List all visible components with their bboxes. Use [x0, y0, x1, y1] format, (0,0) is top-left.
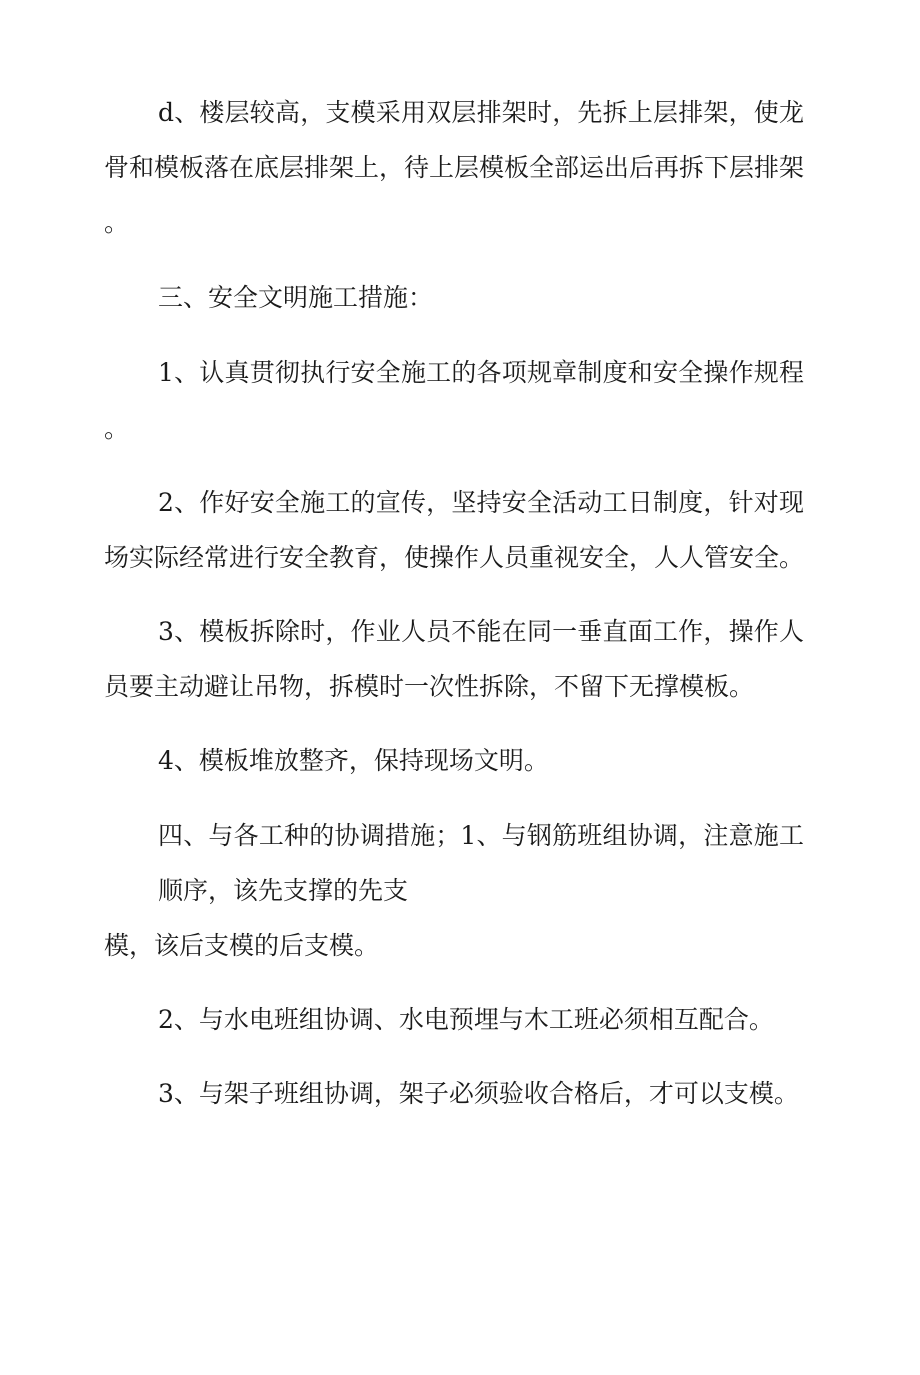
- paragraph-line: 2、作好安全施工的宣传，坚持安全活动工日制度，针对现: [158, 488, 804, 517]
- paragraph-line: 2、与水电班组协调、水电预埋与木工班必须相互配合。: [158, 1005, 774, 1034]
- paragraph-line: 3、与架子班组协调，架子必须验收合格后，才可以支模。: [158, 1079, 799, 1108]
- paragraph-line: 。: [104, 208, 130, 237]
- paragraph-line: 场实际经常进行安全教育，使操作人员重视安全，人人管安全。: [104, 543, 805, 572]
- section-heading: 四、与各工种的协调措施；1、与钢筋班组协调，注意施工: [158, 821, 804, 850]
- section-heading: 三、安全文明施工措施：: [158, 283, 434, 312]
- paragraph-line: 骨和模板落在底层排架上，待上层模板全部运出后再拆下层排架: [104, 153, 805, 182]
- paragraph-line: 1、认真贯彻执行安全施工的各项规章制度和安全操作规程: [158, 358, 804, 387]
- paragraph-line: 3、模板拆除时，作业人员不能在同一垂直面工作，操作人: [158, 617, 804, 646]
- paragraph-line: 4、模板堆放整齐，保持现场文明。: [158, 746, 549, 775]
- paragraph-line: 员要主动避让吊物，拆模时一次性拆除，不留下无撑模板。: [104, 672, 755, 701]
- paragraph-line: 。: [104, 414, 130, 443]
- paragraph-line: d、楼层较高，支模采用双层排架时，先拆上层排架，使龙: [158, 98, 804, 127]
- paragraph-line: 模，该后支模的后支模。: [104, 931, 380, 960]
- paragraph-line: 顺序，该先支撑的先支: [158, 876, 409, 905]
